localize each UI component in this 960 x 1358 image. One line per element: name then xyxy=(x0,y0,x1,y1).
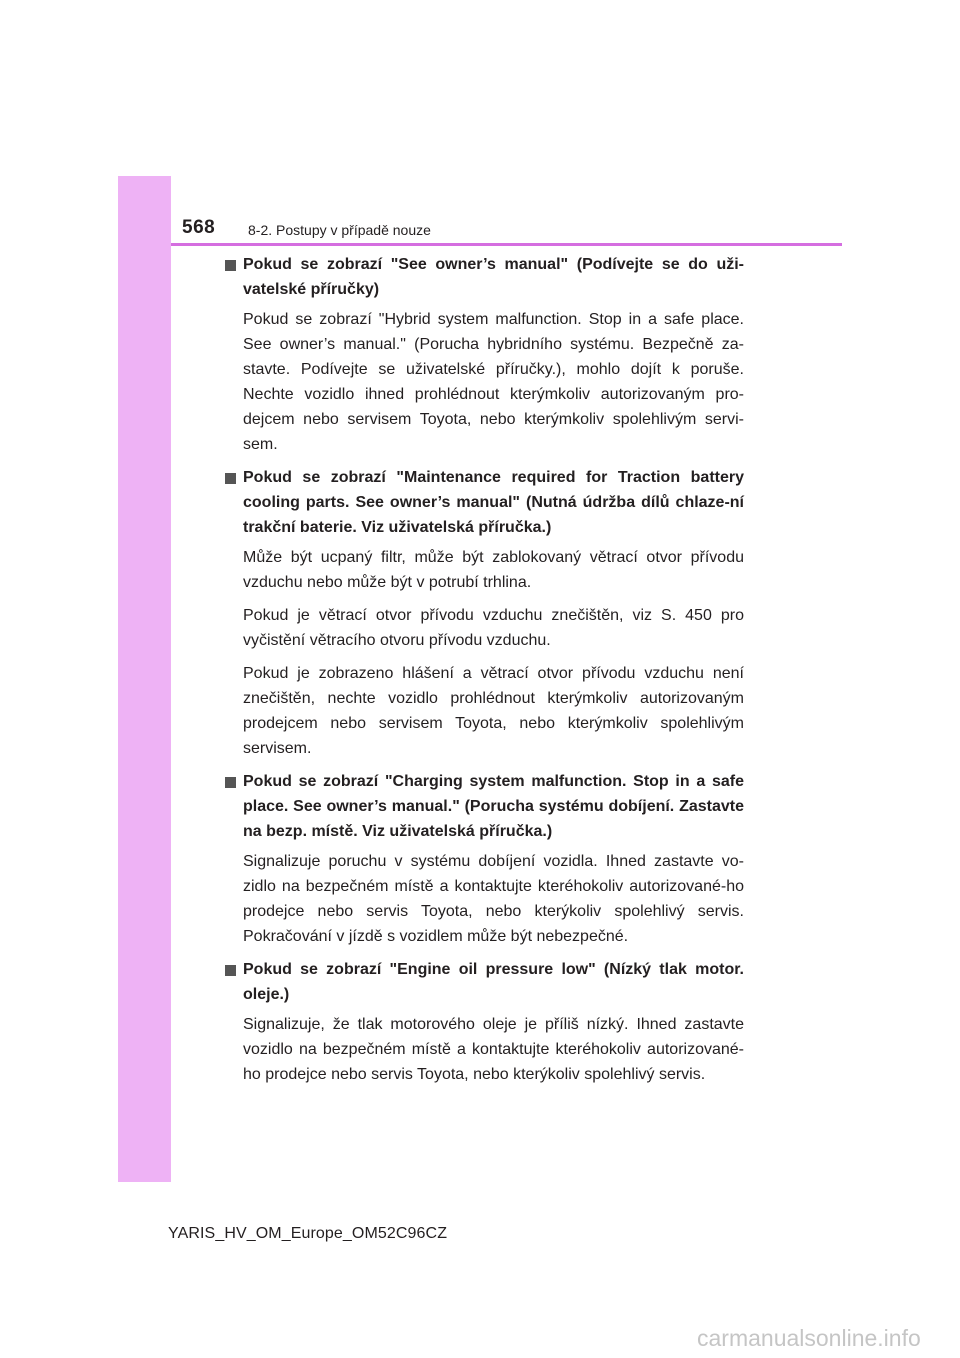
item-paragraph: Signalizuje, že tlak motorového oleje je příliš nízký. Ihned zastavte vozidlo na bezpečném místě a kontaktujte kteréhokoliv autorizované-ho prodejce nebo servis Toyota, nebo kterýkoliv spolehlivý servis. xyxy=(243,1016,744,1083)
header-divider xyxy=(171,243,842,246)
list-item xyxy=(216,252,744,457)
list-item xyxy=(216,957,744,1087)
item-paragraph: Pokud je větrací otvor přívodu vzduchu znečištěn, viz S. 450 pro vyčistění větracího otvoru přívodu vzduchu. xyxy=(243,607,744,649)
list-item xyxy=(216,465,744,761)
watermark-link[interactable]: carmanualsonline.info xyxy=(697,1325,921,1351)
item-heading: Pokud se zobrazí "Engine oil pressure low" (Nízký tlak motor. oleje.) xyxy=(243,961,744,1003)
item-paragraph: Signalizuje poruchu v systému dobíjení vozidla. Ihned zastavte vo-zidlo na bezpečném místě a kontaktujte kteréhokoliv autorizované-ho prodejce nebo servis Toyota, nebo kterýkoliv spolehlivý servis. Pokračování v jízdě s vozidlem může být nebezpečné. xyxy=(243,853,744,945)
section-title: 8-2. Postupy v případě nouze xyxy=(248,222,431,238)
item-paragraph: Může být ucpaný filtr, může být zablokovaný větrací otvor přívodu vzduchu nebo může být v potrubí trhlina. xyxy=(243,549,744,591)
list-item xyxy=(216,769,744,949)
item-heading: Pokud se zobrazí "See owner’s manual" (Podívejte se do uži-vatelské příručky) xyxy=(243,256,744,298)
item-paragraph: Pokud je zobrazeno hlášení a větrací otvor přívodu vzduchu není znečištěn, nechte vozidlo prohlédnout kterýmkoliv autorizovaným prodejcem nebo servisem Toyota, nebo kterýmkoliv spolehlivým servisem. xyxy=(243,665,744,757)
document-code: YARIS_HV_OM_Europe_OM52C96CZ xyxy=(168,1225,448,1242)
item-heading: Pokud se zobrazí "Charging system malfunction. Stop in a safe place. See owner’s manual." (Porucha systému dobíjení. Zastavte na bezp. místě. Viz uživatelská příručka.) xyxy=(243,773,744,840)
item-heading: Pokud se zobrazí "Maintenance required for Traction battery cooling parts. See owner’s manual" (Nutná údržba dílů chlaze-ní trakční baterie. Viz uživatelská příručka.) xyxy=(243,469,744,536)
item-paragraph: Pokud se zobrazí "Hybrid system malfunction. Stop in a safe place. See owner’s manual." (Porucha hybridního systému. Bezpečně za-stavte. Podívejte se uživatelské příručky.), mohlo dojít k poruše. Nechte vozidlo ihned prohlédnout kterýmkoliv autorizovaným pro-dejcem nebo servisem Toyota, nebo kterýmkoliv spolehlivým servi-sem. xyxy=(243,311,744,453)
chapter-sidebar-tab xyxy=(118,176,171,1182)
square-bullet-icon xyxy=(225,965,236,976)
page-number: 568 xyxy=(182,217,216,238)
square-bullet-icon xyxy=(225,473,236,484)
square-bullet-icon xyxy=(225,777,236,788)
square-bullet-icon xyxy=(225,260,236,271)
page-content xyxy=(216,252,744,1087)
